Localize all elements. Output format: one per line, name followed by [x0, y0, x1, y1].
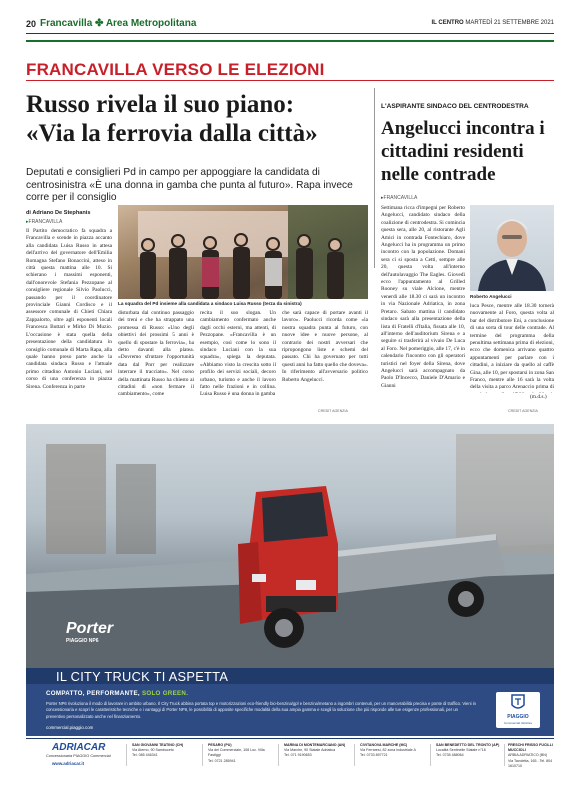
ad-slogan-b: SOLO GREEN. [141, 690, 189, 697]
article-column-2: disturbata dal continuo passaggio dei treni e che ha strappato una promessa di Russo: «Uno degli obiettivi dei prossimi 5 anni è quello di spostare la ferrovia», ha detto davanti alla platea. «Dovremo sfruttare l'opportunità data dal Pnrr per realizzare interrare il tracciato». Nel corso della mattinata Russo ha chiesto ai cittadini di «non fermare il cambiamento», come [118, 310, 194, 398]
side-location-tag: ▸ FRANCAVILLA [381, 195, 417, 201]
ad-website[interactable]: commercial.piaggio.com [46, 725, 94, 730]
dealer-location: CIVITANOVA MARCHE (MC) Via Ferraresi, 82 zona industriale A Tel. 0733 897721 [360, 743, 416, 758]
dealer-location: MARINA DI MONTEMARCIANO (AN) Via Marche, 90 Statale Adriatica Tel. 071 9190653 [284, 743, 346, 758]
portrait-caption: Roberto Angelucci [470, 294, 512, 299]
piaggio-logo-box [496, 692, 540, 728]
issue-date: MARTEDÌ 21 SETTEMBRE 2021 [465, 20, 554, 26]
dealer-website[interactable]: www.adriacar.it [52, 761, 85, 766]
article-column-1: Il Partito democratico fa squadra a Francavilla e scende in piazza accanto alla candidata Luisa Russo in attesa dell'arrivo del governatore dell'Emilia Romagna Stefano Bonaccini, atteso in città questa mattina alle 10. Si schierano i massimi esponenti, dall'onorevole Stefania Pezzopane al consigliere regionale Silvio Paolucci, passando per il coordinatore provinciale Gianni Cordisco e il assessore comunale di Chieti Chiara Zappalorto, oltre agli esponenti locali Francesca Buttari e Mirko Di Muzio. L'occasione è stata quella della presentazione della candidatura in consiglio comunale di Marta Rapa, alla quale hanno preso parte anche la candidata sindaca Russo e l'attuale primo cittadino Antonio Luciani, nel corso di una conferenza in piazza Sirena. Conferenza in parte [26, 228, 112, 390]
page-header [26, 19, 554, 34]
paper-name: IL CENTRO [431, 20, 464, 26]
advertisement [26, 424, 554, 668]
header-divider [26, 40, 554, 42]
piaggio-wordmark: PIAGGIO [507, 714, 529, 720]
ad-tagline: IL CITY TRUCK TI ASPETTA [56, 669, 229, 684]
photo-credit: CREDIT AGENZIA [318, 409, 348, 413]
dealer-logo: ADRIACAR [52, 742, 106, 753]
article-headline [26, 90, 366, 148]
ad-slogan-a: COMPATTO, PERFORMANTE, [46, 690, 142, 697]
location-tag: ▸ FRANCAVILLA [26, 219, 62, 225]
porter-logo: Porter [66, 620, 114, 637]
dealer-bar [26, 738, 554, 771]
side-signature: (m.d.s.) [530, 394, 547, 400]
piaggio-sub: Commercial Vehicles [503, 721, 532, 725]
dealer-subtitle: Concessionaria PIAGGIO Commercial [46, 754, 111, 758]
ad-body: Porter NP6 rivoluziona il modo di lavorare in ambito urbano. Il City Truck abbina portata top e motorizzazioni eco-friendly bio-benzina/gpl e benzina/metano a ingombri contenuti, per un manovrabilità precisa e ponte di traffico. Vieni in concessionaria e scopri le caratteristiche tecniche e i vantaggi di Porter NP6, le possibilità di apposite specifiche modalità della sua ampia gamma e scegli la soluzione che più risponde alle tue esigenze professionali, per un preventivo personalizzato anche nel finanziamento. [46, 701, 476, 719]
article-photo [118, 205, 368, 299]
article-column-4: che sarà capace di portare avanti il lavoro». Paolucci ricorda come «la nostra squadra punta al futuro, con nuove idee e nuove persone, al contrario dei nostri avversari che ripropongono liste e schemi del passato. Chi ha governato per tutti questi anni ha fatto quello che doveva». In riferimento all'avversario politico Roberto Angelucci. [282, 310, 368, 383]
section-title: Francavilla ✤ Area Metropolitana [40, 18, 197, 29]
dealer-location: FRESCHI FRISSO FUCILLI MUCCIOLI ARBIA ADRIATICO (BN) Via Tavoletta, 165 - Tel. 804 1610710 [508, 743, 553, 768]
article-column-3: recita il suo slogan. Un cambiamento confermato anche dagli occhi esterni, ma attenti, di Pezzopane. «Francavilla è un esempio, così come lo sono il sindaco Luciani con la sua squadra», spiega la deputata. «Abbiamo visto la crescita sotto il profilo dei servizi sociali, decoro urbano, turismo e anche il lavoro fatto nelle frazioni e in collina. Luisa Russo è una donna in gamba [200, 310, 276, 398]
page-number: 20 [26, 19, 37, 29]
photo-caption: La squadra del Pd insieme alla candidata a sindaco Luisa Russo (terza da sinistra) [118, 301, 302, 306]
article-kicker: FRANCAVILLA VERSO LE ELEZIONI [26, 60, 325, 79]
ad-info-panel [26, 684, 554, 736]
side-photo-credit: CREDIT AGENZIA [508, 409, 538, 413]
ad-tagline-bar [26, 668, 554, 684]
article-subhead: Deputati e consiglieri Pd in campo per appoggiare la candidata di centrosinistra «È una donna in gamba che punta al futuro». Rapa invece corre per il consiglio [26, 167, 353, 203]
masthead [432, 20, 555, 26]
dealer-location: SAN GIOVANNI TEATINO (CH) Via Aterno, 90 Sambuceto Tel. 085 446341 [132, 743, 184, 758]
dealer-location: PESARO (PU) Via del Commerciale, 108 Loc. Villa Fastiggi Tel. 0721 285941 [208, 743, 265, 763]
portrait-photo [470, 205, 554, 291]
ad-slogan [46, 690, 188, 697]
side-headline: Angelucci incontra i cittadini residenti nelle contrade [381, 118, 545, 185]
side-column-2: luca Pesce, mentre alle 18.30 tornerà nuovamente al Foro, questa volta al bar del distributore Eni, a conclusione di una sorta di tour delle contrade. Al termine del programma della penultima settimana prima di elezioni, ecco che domenica arrivano quattro appuntamenti per parlare con i cittadini, a iniziare da quello al caffè Gina, alle 10, per spostarsi in zona San Franco, mentre alle 16 sarà la volta della visita a parco Arenaccio prima di [470, 303, 554, 391]
side-column-1: Settimana ricca d'impegni per Roberto Angelucci, candidato sindaco della coalizione di centrodestra. Si comincia questa sera, alle 20, al ristorante Agli Amici in contrada Fontechiaro, dove Angelucci ha in programma un primo incontro con la popolazione. Domani sera ci si sposta a Cetti, sempre alle 20, questa volta all'interno dell'autolavaggio The Eagles. Giovedì ecco l'appuntamento al Grilled Rooney su viale Alcione, mentre venerdì alle 18.30 ci sarà un incontro in via Nazionale Adriatica, in zona Pretaro. Sabato mattina il candidato sindaco sarà alla presentazione della lista di Fratelli d'Italia, fissata alle 10, all'interno dell'auditorium Sirena e a seguire si trasferirà al vivaio De Luca al Foro. Nel pomeriggio, alle 17, c'è in calendario l'incontro con gli operatori turistici nel foyer della Sirena, dove Angelucci sarà accompagnato da Paolo D'Incecco, Daniele D'Amario e Gianni [381, 205, 465, 389]
headline-line-1: Russo rivela il suo piano: [26, 91, 295, 118]
side-kicker: L'ASPIRANTE SINDACO DEL CENTRODESTRA [381, 103, 529, 110]
dealer-location: SAN BENEDETTO DEL TRONTO (AP) Località Sentinelle Statale n°16 Tel. 0735 488064 [436, 743, 500, 758]
byline: di Adriano De Stephanis [26, 210, 91, 216]
piaggio-shield-icon [496, 692, 540, 714]
headline-line-2: «Via la ferrovia dalla città» [26, 120, 318, 147]
column-divider [374, 88, 375, 268]
kicker-rule [26, 80, 554, 81]
portrait-illustration [470, 205, 554, 291]
group-photo-illustration [118, 205, 368, 299]
porter-logo-sub: PIAGGIO NP6 [66, 638, 99, 644]
